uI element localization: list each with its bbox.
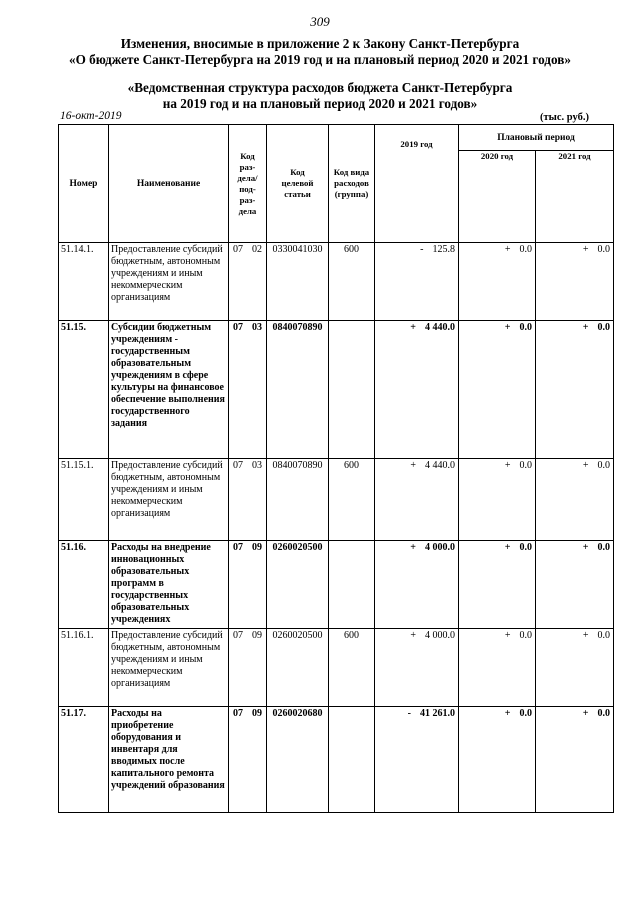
sign-2021: + — [582, 460, 589, 471]
sign-2019: - — [407, 708, 411, 719]
value-2021: 0.0 — [597, 460, 610, 471]
row-value-2020 — [459, 459, 536, 541]
row-target-code: 0840070890 — [267, 321, 329, 459]
row-section-code — [229, 459, 267, 541]
sign-2020: + — [504, 630, 511, 641]
razdel-code: 07 — [233, 322, 243, 333]
value-2021: 0.0 — [597, 322, 610, 333]
value-2019: 4 440.0 — [425, 322, 455, 333]
column-header-target: Код целевой статьи — [267, 125, 329, 243]
subtitle-line-2: на 2019 год и на плановый период 2020 и 2021 годов» — [162, 96, 478, 111]
row-value-2019 — [375, 629, 459, 707]
table-header — [59, 125, 614, 243]
value-2020: 0.0 — [519, 460, 532, 471]
row-section-code — [229, 541, 267, 629]
subtitle-line-1: «Ведомственная структура расходов бюджета Санкт-Петербурга — [127, 80, 513, 95]
razdel-code: 07 — [233, 542, 243, 553]
row-section-code — [229, 243, 267, 321]
row-expense-code — [329, 707, 375, 813]
row-section-code — [229, 321, 267, 459]
value-2020: 0.0 — [519, 630, 532, 641]
value-2020: 0.0 — [519, 542, 532, 553]
value-2019: 4 000.0 — [425, 630, 455, 641]
row-number: 51.16. — [59, 541, 109, 629]
column-header-2019: 2019 год — [375, 125, 459, 243]
row-value-2021 — [536, 629, 614, 707]
sign-2019: + — [410, 460, 416, 471]
row-target-code: 0260020680 — [267, 707, 329, 813]
podrazdel-code: 03 — [252, 460, 262, 471]
podrazdel-code: 09 — [252, 542, 262, 553]
row-value-2021 — [536, 707, 614, 813]
row-number: 51.15. — [59, 321, 109, 459]
row-value-2021 — [536, 243, 614, 321]
podrazdel-code: 03 — [252, 322, 262, 333]
sign-2020: + — [504, 322, 511, 333]
value-2019: 41 261.0 — [420, 708, 455, 719]
document-subtitle — [0, 80, 640, 112]
sign-2021: + — [582, 630, 589, 641]
sign-2019: - — [420, 244, 424, 255]
table-row — [59, 707, 614, 813]
row-value-2021 — [536, 541, 614, 629]
table-row — [59, 629, 614, 707]
sign-2021: + — [582, 244, 589, 255]
row-value-2019 — [375, 541, 459, 629]
row-number: 51.15.1. — [59, 459, 109, 541]
column-header-planned: Плановый период — [459, 125, 614, 151]
value-2021: 0.0 — [597, 244, 610, 255]
row-expense-code — [329, 541, 375, 629]
row-name: Предоставление субсидий бюджетным, автономным учреждениям и иным некоммерческим организациям — [109, 459, 229, 541]
row-value-2020 — [459, 541, 536, 629]
row-target-code: 0260020500 — [267, 629, 329, 707]
units-label: (тыс. руб.) — [540, 112, 589, 123]
row-section-code — [229, 707, 267, 813]
value-2019: 125.8 — [432, 244, 455, 255]
row-target-code: 0260020500 — [267, 541, 329, 629]
document-title — [0, 36, 640, 68]
sign-2021: + — [582, 322, 589, 333]
sign-2019: + — [410, 542, 416, 553]
razdel-code: 07 — [233, 244, 243, 255]
row-target-code: 0330041030 — [267, 243, 329, 321]
row-number: 51.16.1. — [59, 629, 109, 707]
row-value-2020 — [459, 629, 536, 707]
value-2020: 0.0 — [519, 244, 532, 255]
column-header-expense-type: Код вида расходов (группа) — [329, 125, 375, 243]
sign-2020: + — [504, 244, 511, 255]
podrazdel-code: 09 — [252, 630, 262, 641]
razdel-code: 07 — [233, 460, 243, 471]
value-2021: 0.0 — [597, 708, 610, 719]
expenditure-table — [58, 124, 614, 813]
column-header-number: Номер — [59, 125, 109, 243]
row-value-2019 — [375, 321, 459, 459]
column-header-name: Наименование — [109, 125, 229, 243]
value-2019: 4 440.0 — [425, 460, 455, 471]
value-2020: 0.0 — [519, 322, 532, 333]
sign-2020: + — [504, 460, 511, 471]
row-value-2021 — [536, 459, 614, 541]
row-name: Предоставление субсидий бюджетным, автономным учреждениям и иным некоммерческим организациям — [109, 243, 229, 321]
row-expense-code: 600 — [329, 459, 375, 541]
podrazdel-code: 02 — [252, 244, 262, 255]
table-row — [59, 243, 614, 321]
row-name: Расходы на приобретение оборудования и инвентаря для вводимых после капитального ремонта учреждений образования — [109, 707, 229, 813]
row-expense-code — [329, 321, 375, 459]
table-row — [59, 541, 614, 629]
value-2020: 0.0 — [519, 708, 532, 719]
value-2021: 0.0 — [597, 630, 610, 641]
row-target-code: 0840070890 — [267, 459, 329, 541]
table-row — [59, 321, 614, 459]
row-value-2019 — [375, 243, 459, 321]
page-number: 309 — [310, 14, 330, 29]
row-name: Предоставление субсидий бюджетным, автономным учреждениям и иным некоммерческим организациям — [109, 629, 229, 707]
sign-2021: + — [582, 542, 589, 553]
row-expense-code: 600 — [329, 243, 375, 321]
row-number: 51.17. — [59, 707, 109, 813]
row-expense-code: 600 — [329, 629, 375, 707]
sign-2020: + — [504, 708, 511, 719]
podrazdel-code: 09 — [252, 708, 262, 719]
row-name: Субсидии бюджетным учреждениям - государственным образовательным учреждениям в сфере культуры на финансовое обеспечение выполнения государственного задания — [109, 321, 229, 459]
sign-2019: + — [410, 322, 416, 333]
column-header-2021: 2021 год — [536, 151, 614, 243]
row-number: 51.14.1. — [59, 243, 109, 321]
row-section-code — [229, 629, 267, 707]
row-value-2020 — [459, 707, 536, 813]
value-2021: 0.0 — [597, 542, 610, 553]
sign-2020: + — [504, 542, 511, 553]
row-value-2020 — [459, 243, 536, 321]
row-value-2020 — [459, 321, 536, 459]
title-line-1: Изменения, вносимые в приложение 2 к Закону Санкт-Петербурга — [120, 36, 520, 51]
row-value-2019 — [375, 707, 459, 813]
razdel-code: 07 — [233, 630, 243, 641]
column-header-section: Код раз- дела/ под- раз- дела — [229, 125, 267, 243]
sign-2021: + — [582, 708, 589, 719]
row-value-2019 — [375, 459, 459, 541]
column-header-2020: 2020 год — [459, 151, 536, 243]
document-date: 16-окт-2019 — [60, 110, 122, 122]
row-value-2021 — [536, 321, 614, 459]
row-name: Расходы на внедрение инновационных образовательных программ в государственных образовательных учреждениях — [109, 541, 229, 629]
title-line-2: «О бюджете Санкт-Петербурга на 2019 год и на плановый период 2020 и 2021 годов» — [69, 52, 571, 67]
value-2019: 4 000.0 — [425, 542, 455, 553]
table-body — [59, 243, 614, 813]
sign-2019: + — [410, 630, 416, 641]
table-row — [59, 459, 614, 541]
razdel-code: 07 — [233, 708, 243, 719]
